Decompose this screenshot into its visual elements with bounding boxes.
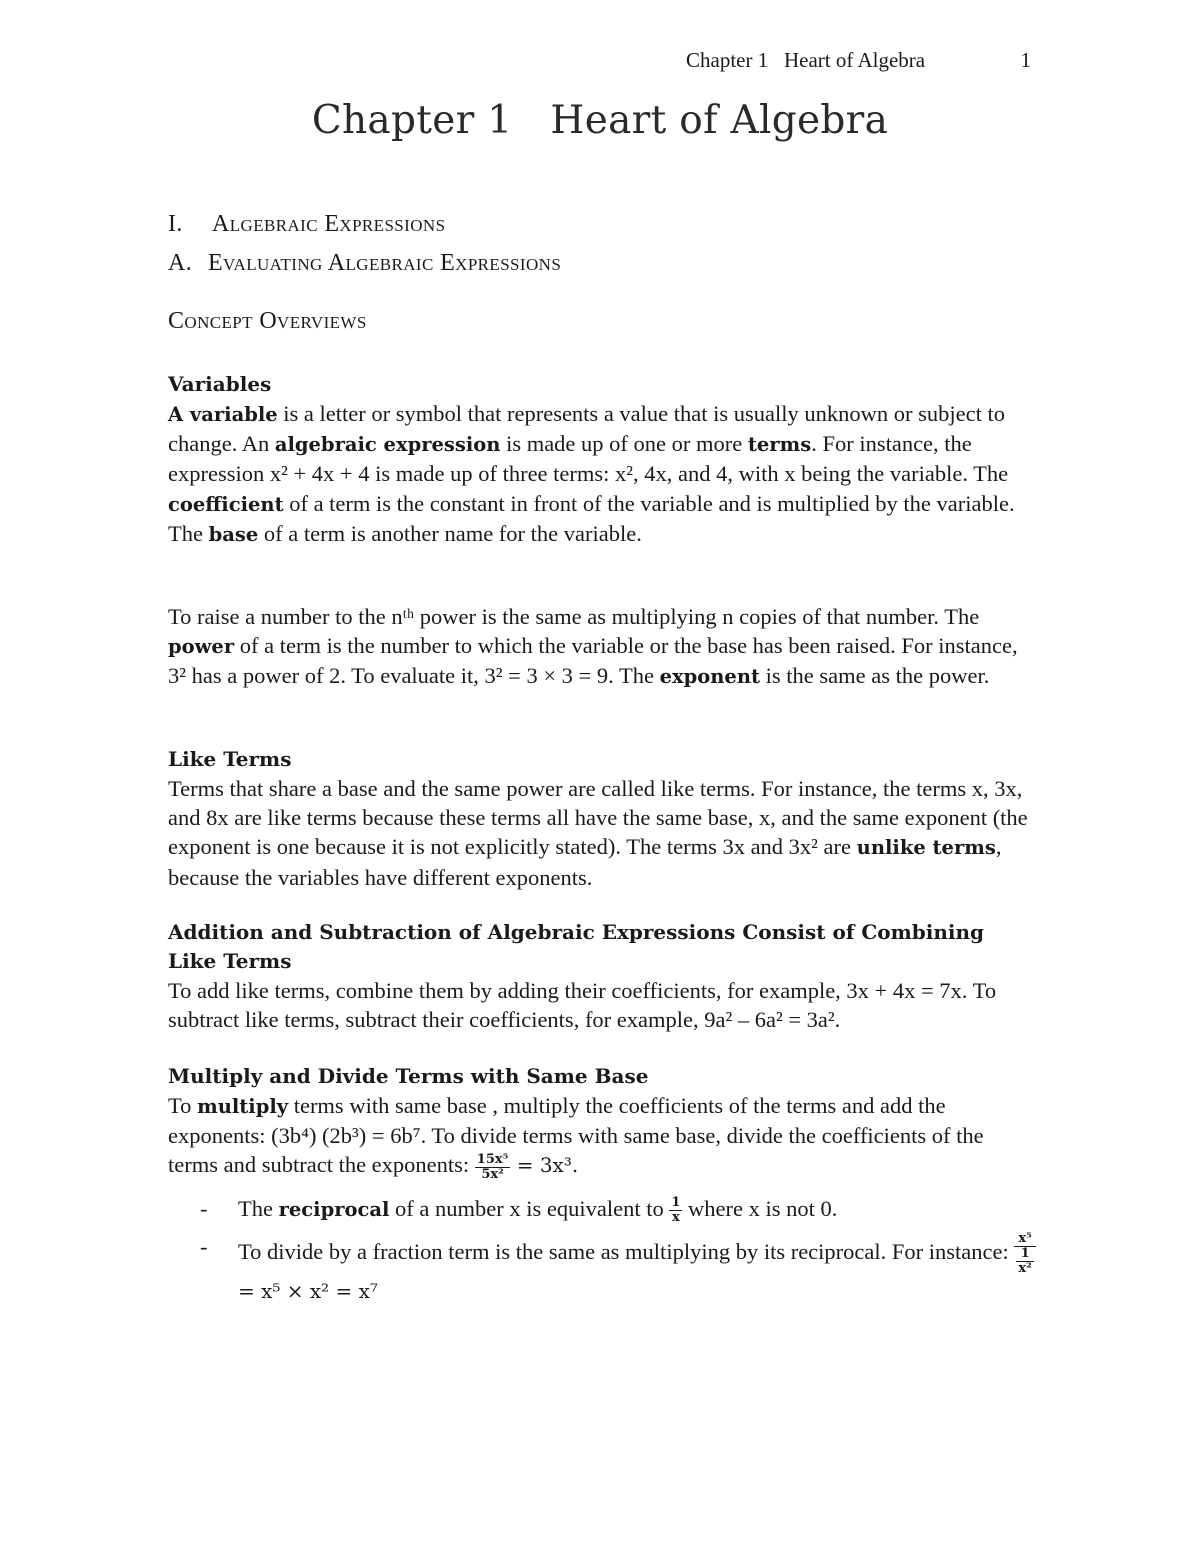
text: of a term is the constant in front of the variable and is multiplied by the variable. The	[168, 490, 1015, 546]
multiply-paragraph	[168, 1091, 1033, 1182]
bullet-dash: -	[200, 1196, 208, 1221]
text: where x is not 0.	[682, 1196, 838, 1221]
text: terms with same base , multiply the coefficients of the terms and add the exponents: (3b⁴) (2b³) = 6b⁷. To divide terms with same base, divide the coefficients of the terms and subtract the exponents:	[168, 1093, 984, 1178]
text: To raise a number to the nᵗʰ power is the same as multiplying n copies of that number. The	[168, 604, 980, 629]
text: of a term is another name for the variable.	[258, 520, 642, 546]
text: , because the variables have different exponents.	[168, 834, 1002, 890]
text: of a term is the number to which the variable or the base has been raised. For instance, 3² has a power of 2. To evaluate it, 3² = 3 × 3 = 9. The	[168, 633, 1018, 689]
fraction-numerator: 1	[671, 1195, 681, 1211]
equation-result: = x⁵ × x² = x⁷	[238, 1279, 378, 1303]
term-multiply: multiply	[197, 1095, 289, 1118]
section-heading-A	[168, 250, 561, 277]
variables-section	[168, 370, 1033, 549]
term-unlike-terms: unlike terms	[856, 836, 996, 860]
fraction	[669, 1196, 682, 1225]
term-exponent: exponent	[659, 665, 761, 689]
concept-overviews-heading: Concept Overviews	[168, 308, 367, 334]
text: . For instance, the expression x² + 4x + 4 is made up of three terms: x², 4x, and 4, with x being the variable. The	[168, 431, 1009, 487]
multiply-section	[168, 1062, 1033, 1182]
section-A-label: A.	[168, 250, 193, 276]
variables-heading: Variables	[168, 372, 272, 396]
fraction	[475, 1153, 511, 1182]
fraction-numerator: x⁵	[1014, 1232, 1035, 1247]
text: Terms that share a base and the same power are called like terms. For instance, the terms x, 3x, and 8x are like terms because these terms all have the same base, x, and the same exponent (the exponent is one because it is not explicitly stated). The terms 3x and 3x² are	[168, 776, 1028, 860]
text: To	[168, 1093, 198, 1118]
inner-numerator: 1	[1016, 1247, 1033, 1262]
fraction-result: = 3x³.	[510, 1153, 579, 1178]
fraction-denominator: x	[671, 1210, 680, 1226]
like-terms-section	[168, 745, 1033, 892]
text: is the same as the power.	[760, 663, 990, 689]
term-power: power	[168, 635, 235, 659]
fraction-numerator: 15x⁵	[476, 1151, 509, 1167]
like-terms-heading: Like Terms	[168, 747, 292, 771]
bullet-divide-fraction	[200, 1232, 1040, 1306]
power-paragraph	[168, 602, 1033, 692]
variables-paragraph	[168, 399, 1033, 549]
add-sub-paragraph: To add like terms, combine them by adding their coefficients, for example, 3x + 4x = 7x. To subtract like terms, subtract their coefficients, for example, 9a² – 6a² = 3a².	[168, 978, 997, 1033]
section-heading-I	[168, 211, 445, 238]
inner-fraction	[1016, 1247, 1033, 1276]
term-variable: A variable	[168, 403, 278, 426]
text: To divide by a fraction term is the same as multiplying by its reciprocal. For instance:	[238, 1239, 1015, 1265]
text: is a letter or symbol that represents a value that is usually unknown or subject to change. An	[168, 401, 1005, 457]
power-section	[168, 602, 1033, 692]
bullet-list-2	[200, 1232, 1040, 1306]
bullet-reciprocal	[200, 1194, 1040, 1225]
term-base: base	[208, 522, 259, 546]
text: is made up of one or more	[500, 431, 748, 457]
section-I-text: Algebraic Expressions	[212, 211, 446, 237]
fraction-denominator: 5x²	[481, 1166, 504, 1182]
bullet-dash: -	[200, 1234, 208, 1259]
page-number: 1	[1020, 48, 1031, 72]
text: of a number x is equivalent to	[389, 1196, 670, 1221]
multiply-heading: Multiply and Divide Terms with Same Base	[168, 1064, 649, 1088]
bullet-list-1	[200, 1194, 1040, 1225]
add-sub-section	[168, 918, 1033, 1034]
term-coefficient: coefficient	[168, 492, 284, 516]
section-I-label: I.	[168, 211, 183, 237]
fraction-denominator	[1014, 1247, 1035, 1276]
inner-denominator: x²	[1018, 1261, 1032, 1276]
compound-fraction	[1014, 1232, 1035, 1276]
term-terms: terms	[747, 433, 812, 457]
running-header-title: Chapter 1 Heart of Algebra	[686, 48, 926, 72]
section-A-text: Evaluating Algebraic Expressions	[208, 250, 562, 276]
text: The	[238, 1196, 279, 1221]
add-sub-heading: Addition and Subtraction of Algebraic Expressions Consist of Combining Like Terms	[168, 920, 985, 973]
like-terms-paragraph	[168, 774, 1033, 892]
term-reciprocal: reciprocal	[278, 1198, 390, 1221]
term-algebraic-expression: algebraic expression	[274, 433, 501, 457]
chapter-title: Chapter 1 Heart of Algebra	[311, 98, 889, 143]
